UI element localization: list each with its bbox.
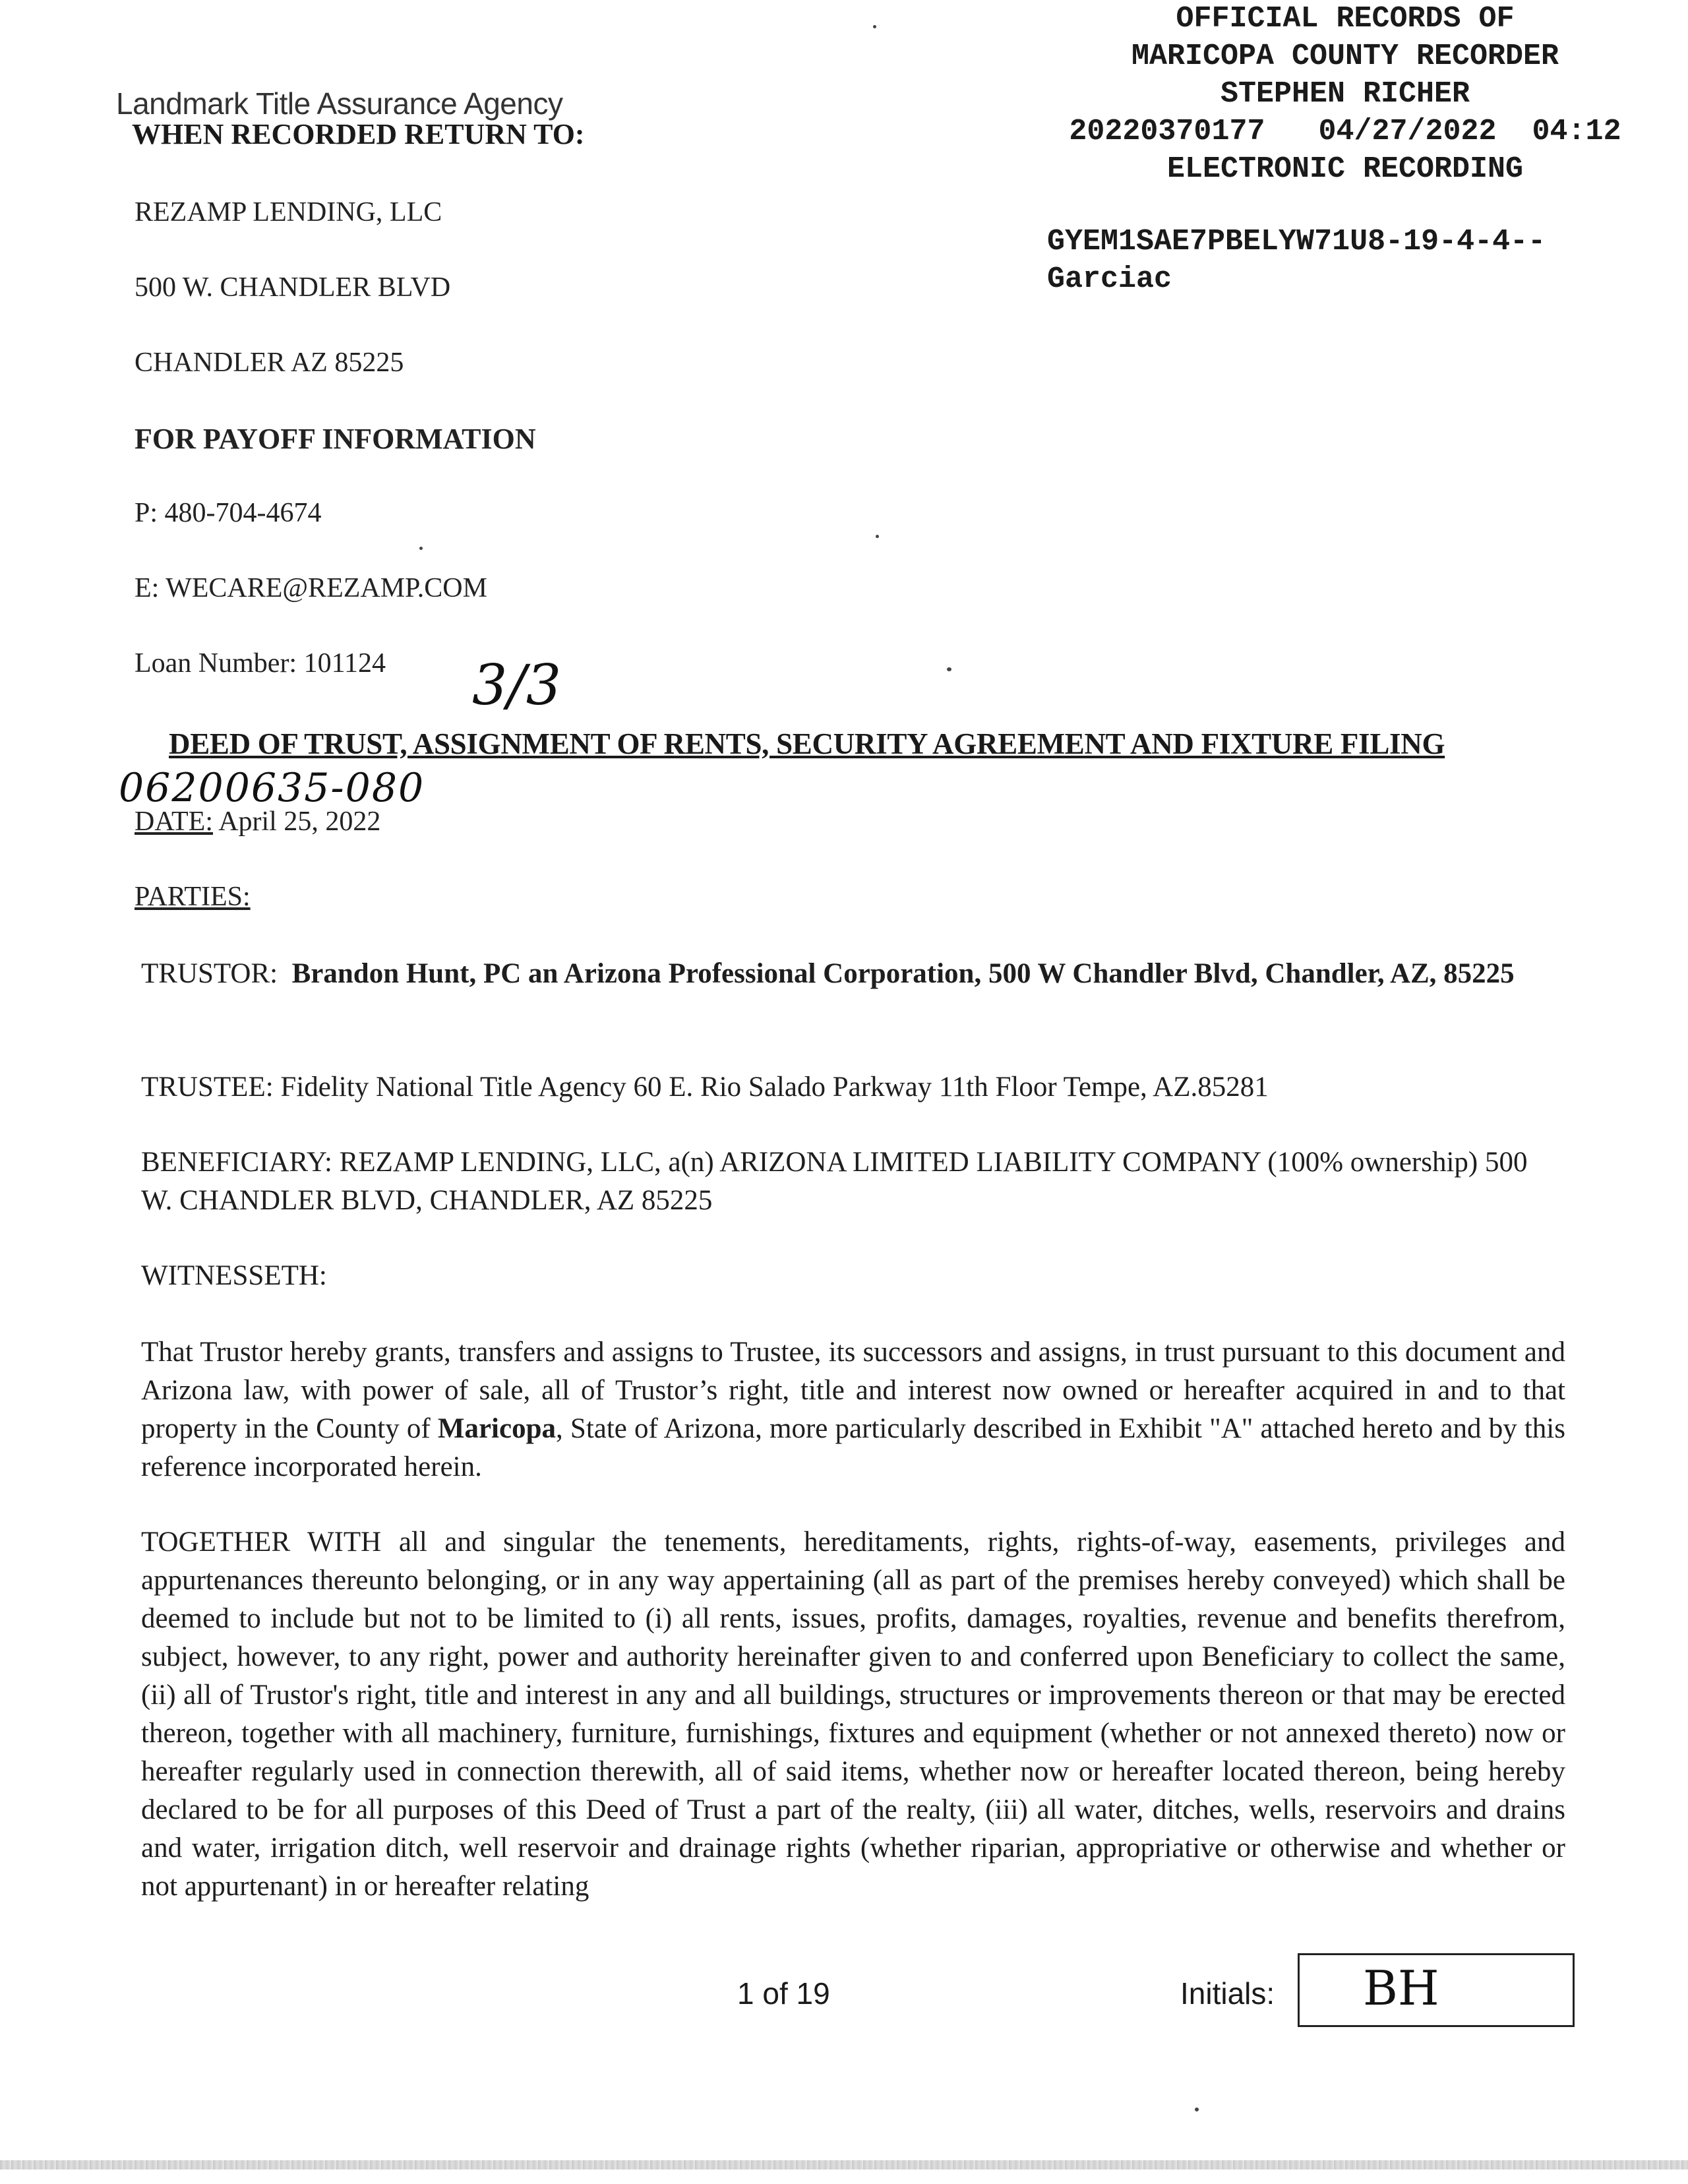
handwritten-fraction: 3/3 (472, 653, 562, 717)
recorder-line-3: STEPHEN RICHER (1220, 77, 1470, 111)
return-to-city: CHANDLER AZ 85225 (135, 348, 404, 378)
payoff-heading: FOR PAYOFF INFORMATION (135, 423, 536, 455)
recorder-header (1029, 0, 1662, 188)
trustor-value: Brandon Hunt, PC an Arizona Professional Corporation, 500 W Chandler Blvd, Chandler, AZ, 85225 (291, 958, 1515, 989)
payoff-phone: P: 480-704-4674 (135, 498, 322, 528)
date-value: April 25, 2022 (218, 806, 381, 837)
payoff-email: E: WECARE@REZAMP.COM (135, 573, 487, 603)
return-to-street: 500 W. CHANDLER BLVD (135, 272, 451, 303)
grant-county: Maricopa (437, 1413, 556, 1444)
recorder-clerk: Garciac (1047, 262, 1172, 296)
handwritten-initials: BH (1363, 1960, 1439, 2016)
scan-edge-artifact (0, 2160, 1688, 2169)
record-date: 04/27/2022 (1318, 115, 1497, 148)
recorder-line-2: MARICOPA COUNTY RECORDER (1131, 40, 1559, 73)
initials-label: Initials: (1180, 1976, 1275, 2011)
record-number: 20220370177 (1069, 115, 1265, 148)
beneficiary-block: BENEFICIARY: REZAMP LENDING, LLC, a(n) ARIZONA LIMITED LIABILITY COMPANY (100% ownership) 500 W. CHANDLER BLVD, CHANDLER, AZ 85225 (141, 1147, 1528, 1216)
return-to-name: REZAMP LENDING, LLC (135, 197, 442, 228)
grant-paragraph (141, 1333, 1565, 1486)
recorder-code-block (1047, 223, 1680, 298)
witnesseth-label: WITNESSETH: (141, 1260, 327, 1291)
loan-number: Loan Number: 101124 (135, 648, 386, 679)
document-date (135, 806, 380, 837)
recorder-line-5: ELECTRONIC RECORDING (1166, 152, 1524, 186)
trustor-label: TRUSTOR: (141, 958, 278, 989)
parties-label: PARTIES: (135, 882, 251, 912)
trustee-line: TRUSTEE: Fidelity National Title Agency 60 E. Rio Salado Parkway 11th Floor Tempe, AZ.85281 (141, 1072, 1269, 1103)
document-title: DEED OF TRUST, ASSIGNMENT OF RENTS, SECURITY AGREEMENT AND FIXTURE FILING (169, 727, 1445, 760)
date-label: DATE: (135, 806, 213, 837)
scan-speck (419, 547, 423, 550)
recorder-line-1: OFFICIAL RECORDS OF (1176, 2, 1515, 36)
scan-speck (1195, 2108, 1199, 2111)
scan-speck (873, 25, 876, 28)
recorder-doc-code: GYEM1SAE7PBELYW71U8-19-4-4-- (1047, 225, 1546, 258)
grant-text-after: , State of Arizona, more particularly described in Exhibit "A" attached hereto and by this reference incorporated herein. (141, 1413, 1565, 1482)
agency-stamp: Landmark Title Assurance Agency (116, 86, 563, 121)
trustor-block (141, 955, 1565, 993)
return-to-heading: WHEN RECORDED RETURN TO: (132, 118, 585, 150)
handwritten-apn: 06200635-080 (119, 765, 425, 811)
together-with-paragraph: TOGETHER WITH all and singular the tenements, hereditaments, rights, rights-of-way, easements, privileges and appurtenances thereunto belonging, or in any way appertaining (all as part of the premises hereby conveyed) which shall be deemed to include but not to be limited to (i) all rents, issues, profits, damages, royalties, revenue and benefits therefrom, subject, however, to any right, power and authority hereinafter given to and conferred upon Beneficiary to collect the same, (ii) all of Trustor's right, title and interest in any and all buildings, structures or improvements thereon or that may be erected thereon, together with all machinery, furniture, furnishings, fixtures and equipment (whether or not annexed thereto) now or hereafter regularly used in connection therewith, all of said items, whether now or hereafter located thereon, being hereby declared to be for all purposes of this Deed of Trust a part of the realty, (iii) all water, ditches, wells, reservoirs and drains and water, irrigation ditch, well reservoir and drainage rights (whether riparian, appropriative or otherwise and whether or not appurtenant) in or hereafter relating (141, 1527, 1565, 1902)
initials-box[interactable] (1298, 1953, 1575, 2027)
page-number: 1 of 19 (737, 1976, 830, 2011)
record-time: 04:12 (1532, 115, 1621, 148)
scan-speck (947, 667, 951, 671)
scan-speck (876, 535, 879, 538)
grant-text-before: That Trustor hereby grants, transfers and assigns to Trustee, its successors and assigns, in trust pursuant to this document and Arizona law, with power of sale, all of Trustor’s right, title and interest now owned or hereafter acquired in and to that property in the County of (141, 1337, 1565, 1444)
